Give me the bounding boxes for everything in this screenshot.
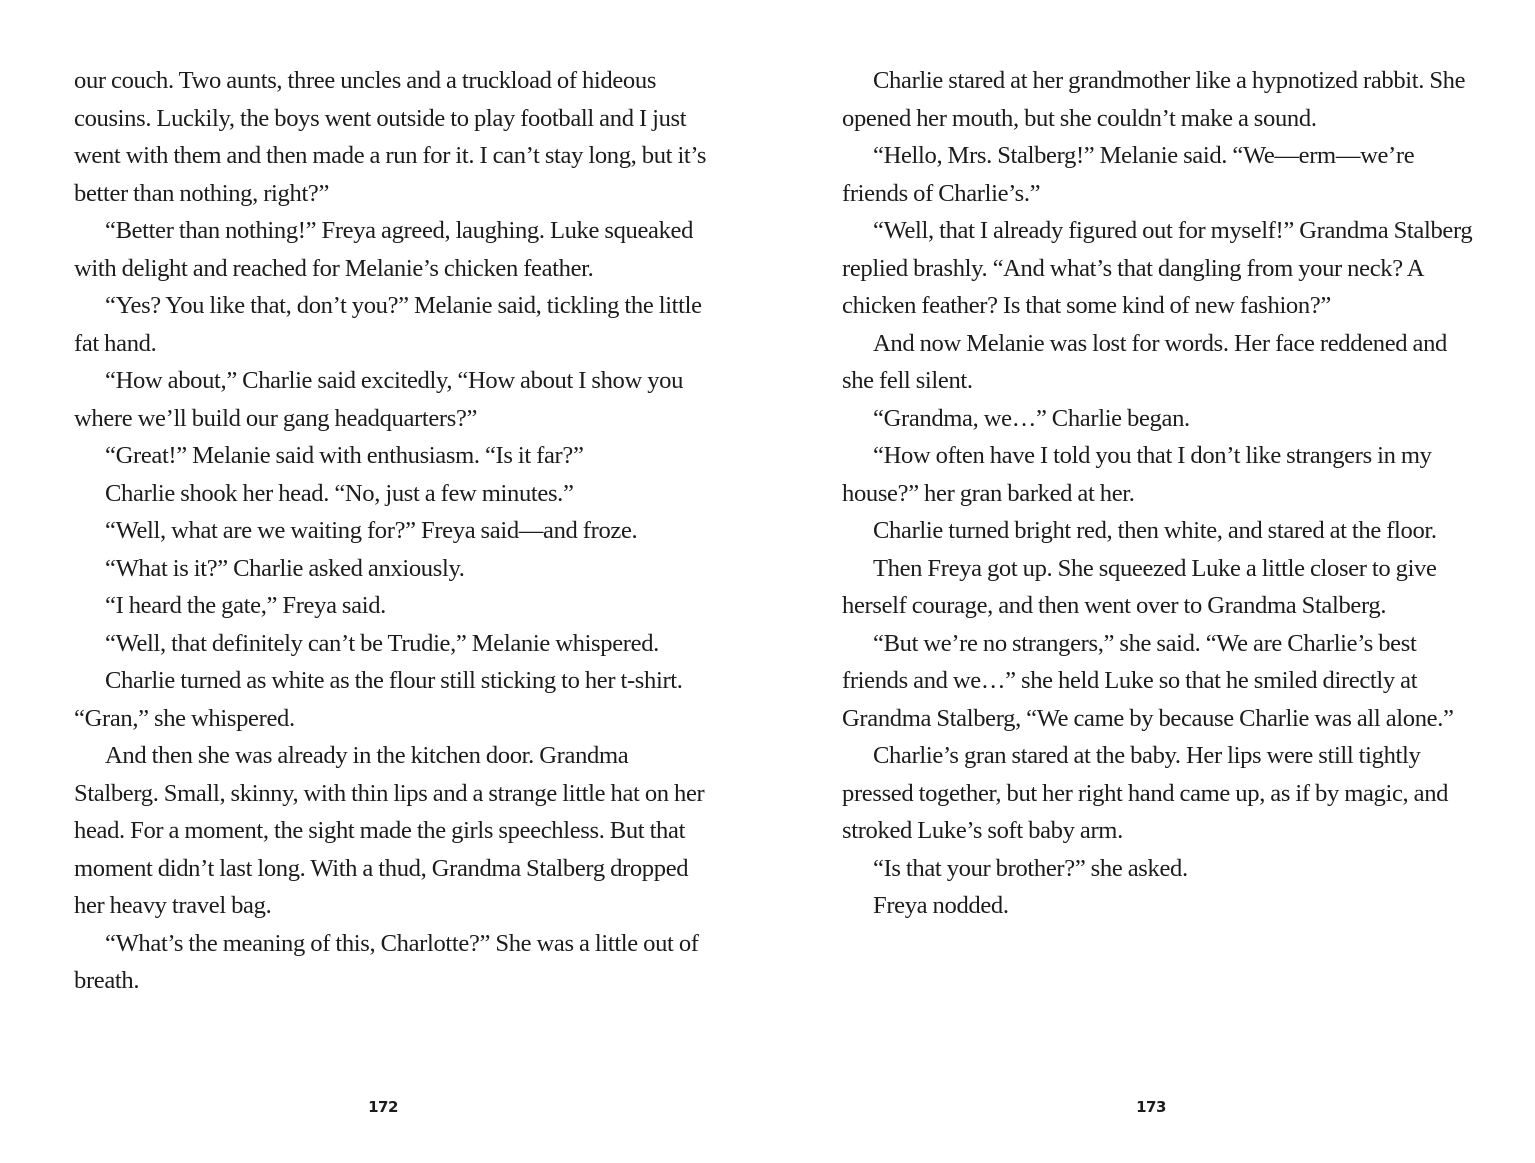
- paragraph: our couch. Two aunts, three uncles and a truckload of hideous cousins. Luckily, the boys went outside to play football and I just went with them and then made a run for it. I can’t stay long, but it’s better than nothing, right?”: [74, 67, 707, 207]
- paragraph: “Hello, Mrs. Stalberg!” Melanie said. “We—erm—we’re friends of Charlie’s.”: [842, 142, 1415, 207]
- paragraph: “What’s the meaning of this, Charlotte?” She was a little out of breath.: [74, 929, 699, 994]
- paragraph: “Better than nothing!” Freya agreed, laughing. Luke squeaked with delight and reached for Melanie’s chicken feather.: [74, 217, 694, 282]
- paragraph: Charlie turned bright red, then white, and stared at the floor.: [873, 517, 1437, 544]
- paragraph: “How often have I told you that I don’t like strangers in my house?” her gran barked at her.: [842, 442, 1432, 507]
- paragraph: Then Freya got up. She squeezed Luke a little closer to give herself courage, and then went over to Grandma Stalberg.: [842, 554, 1437, 619]
- paragraph: And now Melanie was lost for words. Her face reddened and she fell silent.: [842, 329, 1447, 394]
- paragraph: “Well, that definitely can’t be Trudie,” Melanie whispered.: [105, 629, 659, 657]
- paragraph: Charlie’s gran stared at the baby. Her lips were still tightly pressed together, but her right hand came up, as if by magic, and stroked Luke’s soft baby arm.: [842, 742, 1449, 844]
- page-number-left: 172: [368, 1098, 398, 1116]
- paragraph: “Great!” Melanie said with enthusiasm. “Is it far?”: [105, 442, 584, 469]
- paragraph: And then she was already in the kitchen door. Grandma Stalberg. Small, skinny, with thin lips and a strange little hat on her head. For a moment, the sight made the girls speechless. But that moment didn’t last long. With a thud, Grandma Stalberg dropped her heavy travel bag.: [74, 742, 705, 919]
- paragraph: “Yes? You like that, don’t you?” Melanie said, tickling the little fat hand.: [74, 292, 702, 357]
- paragraph: “Grandma, we…” Charlie began.: [873, 404, 1190, 432]
- left-page: [74, 62, 714, 1082]
- paragraph: “How about,” Charlie said excitedly, “How about I show you where we’ll build our gang headquarters?”: [74, 367, 684, 432]
- paragraph: “Well, that I already figured out for myself!” Grandma Stalberg replied brashly. “And what’s that dangling from your neck? A chicken feather? Is that some kind of new fashion?”: [842, 217, 1473, 319]
- paragraph: Freya nodded.: [873, 892, 1009, 919]
- paragraph: “Is that your brother?” she asked.: [873, 854, 1188, 882]
- page-number-right: 173: [1136, 1098, 1166, 1116]
- paragraph: “What is it?” Charlie asked anxiously.: [105, 554, 465, 582]
- paragraph: Charlie stared at her grandmother like a hypnotized rabbit. She opened her mouth, but she couldn’t make a sound.: [842, 67, 1466, 132]
- right-page: [842, 62, 1482, 1082]
- paragraph: Charlie turned as white as the flour still sticking to her t-shirt. “Gran,” she whispered.: [74, 667, 683, 732]
- paragraph: “But we’re no strangers,” she said. “We are Charlie’s best friends and we…” she held Luke so that he smiled directly at Grandma Stalberg, “We came by because Charlie was all alone.”: [842, 629, 1454, 732]
- paragraph: “I heard the gate,” Freya said.: [105, 592, 386, 619]
- paragraph: Charlie shook her head. “No, just a few minutes.”: [105, 479, 574, 507]
- paragraph: “Well, what are we waiting for?” Freya said—and froze.: [105, 517, 638, 544]
